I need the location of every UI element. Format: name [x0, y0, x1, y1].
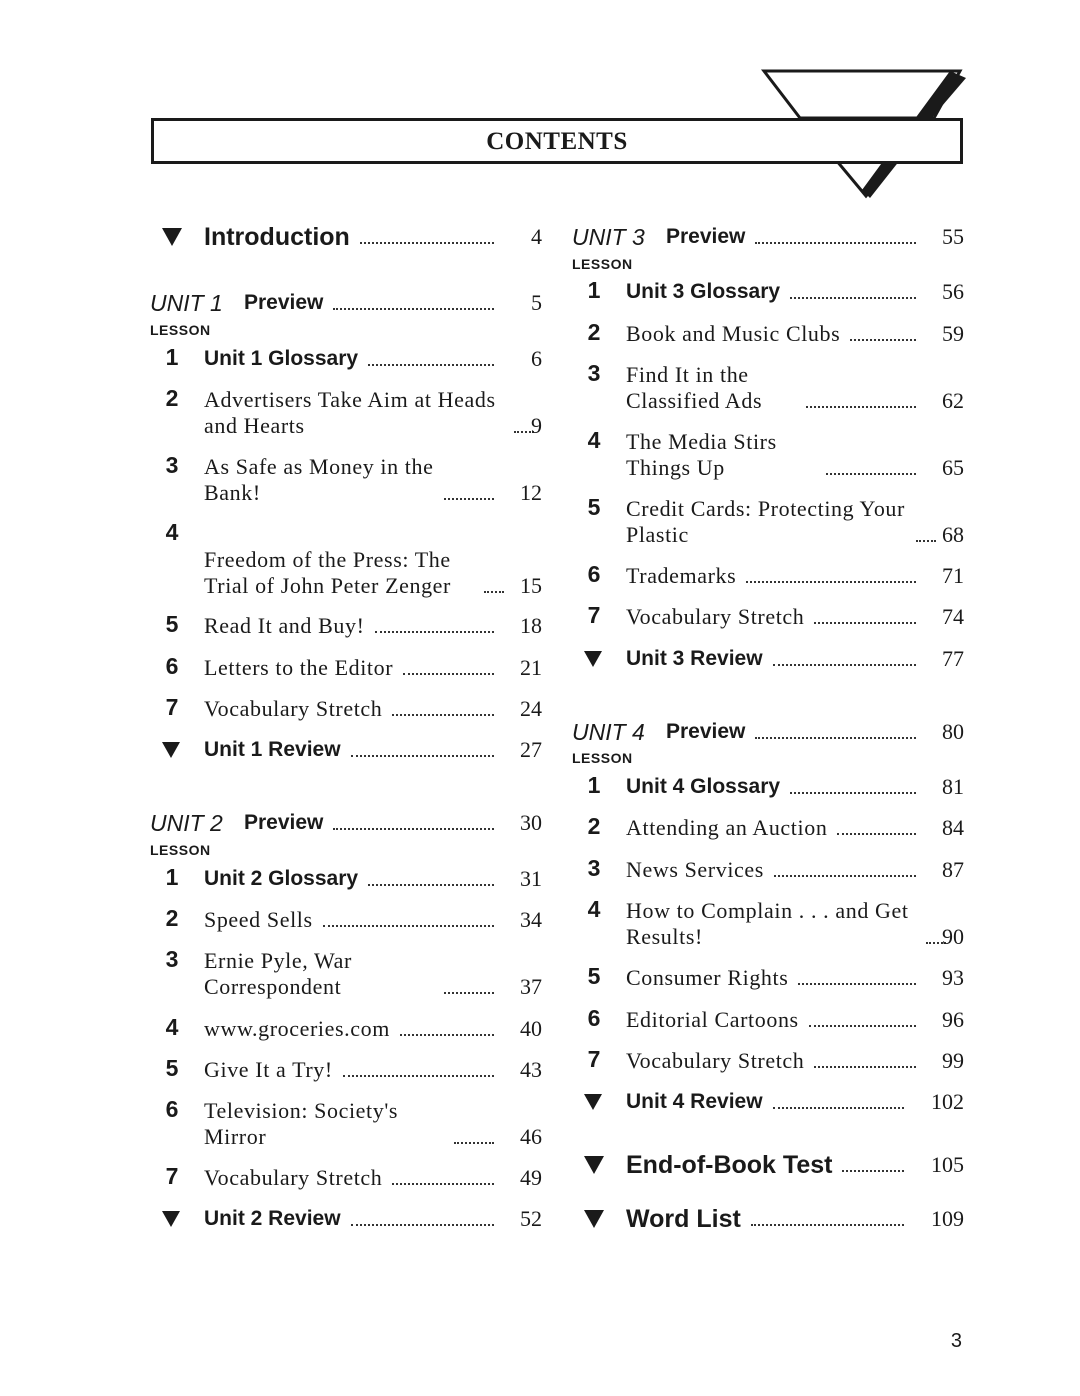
- dot-leader: [814, 1066, 916, 1068]
- dot-leader: [323, 925, 494, 927]
- lesson-number: 3: [587, 855, 601, 881]
- toc-entry-introduction[interactable]: [150, 220, 542, 250]
- unit-3-header: [572, 220, 964, 250]
- dot-leader: [392, 714, 494, 716]
- entry-title: Unit 2 Review: [204, 1207, 341, 1230]
- entry-page: 15: [520, 573, 542, 598]
- entry-title: Credit Cards: Protecting Your Plastic: [626, 496, 905, 547]
- entry-page: 34: [520, 907, 542, 932]
- lesson-number: 7: [587, 602, 601, 628]
- toc-entry[interactable]: [572, 961, 964, 991]
- toc-entry[interactable]: [572, 275, 964, 305]
- unit-label: UNIT 3: [572, 224, 645, 250]
- lesson-number: 3: [165, 946, 179, 972]
- entry-title: Unit 3 Glossary: [626, 280, 781, 303]
- dot-leader: [751, 1224, 904, 1226]
- lesson-number: 3: [165, 452, 179, 478]
- dot-leader: [814, 622, 916, 624]
- entry-title: Vocabulary Stretch: [626, 1048, 805, 1073]
- triangle-bullet-icon: [162, 1211, 180, 1227]
- lesson-number: 2: [587, 319, 601, 345]
- contents-banner: [151, 118, 963, 164]
- entry-title: www.groceries.com: [204, 1016, 390, 1041]
- dot-leader: [798, 983, 916, 985]
- entry-page: 80: [942, 719, 964, 744]
- dot-leader: [343, 1075, 494, 1077]
- dot-leader: [850, 339, 916, 341]
- entry-page: 77: [942, 646, 964, 671]
- toc-entry-unit-3-review[interactable]: [572, 642, 964, 672]
- entry-title: News Services: [626, 857, 764, 882]
- dot-leader: [826, 473, 916, 475]
- entry-title: Word List: [626, 1205, 741, 1233]
- toc-entry[interactable]: [572, 770, 964, 800]
- entry-page: 55: [942, 224, 964, 249]
- toc-entry[interactable]: [150, 609, 542, 639]
- toc-entry-word-list[interactable]: [572, 1202, 964, 1232]
- unit-label: UNIT 2: [150, 810, 223, 836]
- entry-title: Give It a Try!: [204, 1057, 333, 1082]
- lesson-number: 1: [165, 864, 179, 890]
- entry-page: 87: [942, 857, 964, 882]
- toc-entry[interactable]: [150, 517, 542, 599]
- toc-entry[interactable]: [150, 1012, 542, 1042]
- toc-entry[interactable]: [572, 1044, 964, 1074]
- dot-leader: [368, 364, 494, 366]
- entry-title: Vocabulary Stretch: [204, 1165, 383, 1190]
- toc-entry[interactable]: [572, 358, 964, 414]
- entry-title: Trademarks: [626, 563, 737, 588]
- toc-entry[interactable]: [572, 600, 964, 630]
- entry-page: 4: [531, 224, 542, 249]
- lesson-number: 6: [587, 1005, 601, 1031]
- entry-page: 65: [942, 455, 964, 480]
- lesson-number: 4: [165, 519, 179, 545]
- toc-entry-unit-2-preview[interactable]: [244, 810, 502, 836]
- lesson-number: 3: [587, 360, 601, 386]
- dot-leader: [333, 828, 494, 830]
- entry-title: End-of-Book Test: [626, 1151, 833, 1179]
- entry-title: Freedom of the Press: The Trial of John Peter Zenger: [204, 547, 451, 598]
- entry-title: Preview: [244, 811, 324, 834]
- triangle-bullet-icon: [162, 742, 180, 758]
- entry-page: 6: [531, 346, 542, 371]
- toc-entry[interactable]: [150, 383, 542, 439]
- entry-page: 12: [520, 480, 542, 505]
- lesson-label: LESSON: [572, 750, 633, 766]
- entry-page: 40: [520, 1016, 542, 1041]
- entry-page: 62: [942, 388, 964, 413]
- triangle-bullet-icon: [584, 1156, 604, 1174]
- entry-page: 96: [942, 1007, 964, 1032]
- lesson-label: LESSON: [150, 322, 211, 338]
- entry-title: Television: Society's Mirror: [204, 1098, 399, 1149]
- toc-entry[interactable]: [572, 1003, 964, 1033]
- unit-2-header: [150, 806, 542, 836]
- dot-leader: [454, 1142, 494, 1144]
- dot-leader: [392, 1183, 494, 1185]
- dot-leader: [746, 581, 916, 583]
- lesson-number: 5: [587, 494, 601, 520]
- dot-leader: [790, 297, 916, 299]
- entry-page: 109: [931, 1206, 964, 1231]
- unit-label: UNIT 1: [150, 290, 223, 316]
- dot-leader: [774, 875, 916, 877]
- entry-title: Preview: [666, 225, 746, 248]
- entry-page: 52: [520, 1206, 542, 1231]
- lesson-number: 4: [587, 427, 601, 453]
- lesson-number: 7: [587, 1046, 601, 1072]
- unit-1-header: [150, 286, 542, 316]
- entry-page: 46: [520, 1124, 542, 1149]
- toc-entry[interactable]: [572, 853, 964, 883]
- lesson-number: 2: [165, 385, 179, 411]
- dot-leader: [755, 737, 916, 739]
- unit-4-header: [572, 715, 964, 745]
- entry-page: 21: [520, 655, 542, 680]
- toc-entry[interactable]: [150, 862, 542, 892]
- toc-entry[interactable]: [150, 944, 542, 1000]
- dot-leader: [806, 406, 916, 408]
- toc-entry[interactable]: [150, 1053, 542, 1083]
- entry-page: 90: [942, 924, 964, 949]
- toc-entry[interactable]: [572, 317, 964, 347]
- entry-title: The Media Stirs Things Up: [626, 429, 777, 480]
- dot-leader: [403, 673, 494, 675]
- entry-title: As Safe as Money in the Bank!: [204, 454, 434, 505]
- entry-title: Editorial Cartoons: [626, 1007, 799, 1032]
- triangle-bullet-icon: [584, 1210, 604, 1228]
- lesson-number: 4: [587, 896, 601, 922]
- entry-page: 18: [520, 613, 542, 638]
- toc-entry[interactable]: [150, 1094, 542, 1150]
- dot-leader: [444, 992, 494, 994]
- lesson-number: 4: [165, 1014, 179, 1040]
- entry-page: 59: [942, 321, 964, 346]
- entry-title: Advertisers Take Aim at Heads and Hearts: [204, 387, 496, 438]
- toc-entry[interactable]: [150, 651, 542, 681]
- toc-entry[interactable]: [572, 492, 964, 548]
- entry-title: Attending an Auction: [626, 815, 828, 840]
- toc-entry-unit-2-review[interactable]: [150, 1202, 542, 1232]
- toc-entry[interactable]: [572, 811, 964, 841]
- entry-page: 71: [942, 563, 964, 588]
- entry-title: Unit 3 Review: [626, 647, 763, 670]
- entry-page: 102: [931, 1089, 964, 1114]
- entry-title: Unit 4 Review: [626, 1090, 763, 1113]
- entry-title: Vocabulary Stretch: [204, 696, 383, 721]
- entry-title: Consumer Rights: [626, 965, 789, 990]
- dot-leader: [400, 1034, 494, 1036]
- entry-title: Ernie Pyle, War Correspondent: [204, 948, 352, 999]
- unit-label: UNIT 4: [572, 719, 645, 745]
- toc-entry-end-of-book-test[interactable]: [572, 1148, 964, 1178]
- entry-title: Unit 1 Review: [204, 738, 341, 761]
- entry-page: 81: [942, 774, 964, 799]
- entry-page: 68: [942, 522, 964, 547]
- triangle-bullet-icon: [584, 1094, 602, 1110]
- entry-title: Letters to the Editor: [204, 655, 394, 680]
- entry-page: 5: [531, 290, 542, 315]
- dot-leader: [360, 242, 494, 244]
- toc-entry-unit-4-preview[interactable]: [666, 719, 924, 745]
- entry-title: Unit 2 Glossary: [204, 867, 359, 890]
- lesson-number: 7: [165, 694, 179, 720]
- lesson-number: 5: [165, 611, 179, 637]
- page-title: CONTENTS: [486, 128, 628, 155]
- entry-page: 24: [520, 696, 542, 721]
- lesson-label: LESSON: [150, 842, 211, 858]
- entry-page: 27: [520, 737, 542, 762]
- entry-title: How to Complain . . . and Get Results!: [626, 898, 909, 949]
- dot-leader: [368, 884, 494, 886]
- toc-entry[interactable]: [572, 559, 964, 589]
- toc-entry[interactable]: [572, 425, 964, 481]
- entry-title: Preview: [666, 720, 746, 743]
- dot-leader: [755, 242, 916, 244]
- entry-page: 43: [520, 1057, 542, 1082]
- entry-page: 56: [942, 279, 964, 304]
- triangle-bullet-icon: [584, 651, 602, 667]
- entry-title: Speed Sells: [204, 907, 313, 932]
- entry-page: 74: [942, 604, 964, 629]
- dot-leader: [333, 308, 494, 310]
- entry-title: Read It and Buy!: [204, 613, 365, 638]
- header-decoration: [0, 0, 1080, 220]
- triangle-bullet-icon: [162, 228, 182, 246]
- toc-entry-unit-1-preview[interactable]: [244, 290, 502, 316]
- page-number: 3: [950, 1330, 962, 1352]
- toc-entry[interactable]: [150, 450, 542, 506]
- entry-title: Vocabulary Stretch: [626, 604, 805, 629]
- toc-entry[interactable]: [572, 894, 964, 950]
- entry-page: 93: [942, 965, 964, 990]
- entry-page: 99: [942, 1048, 964, 1073]
- entry-title: Preview: [244, 291, 324, 314]
- toc-entry[interactable]: [150, 692, 542, 722]
- dot-leader: [351, 1224, 494, 1226]
- lesson-label: LESSON: [572, 256, 633, 272]
- dot-leader: [773, 664, 916, 666]
- lesson-number: 2: [587, 813, 601, 839]
- lesson-number: 1: [587, 277, 601, 303]
- toc-entry[interactable]: [150, 903, 542, 933]
- dot-leader: [444, 498, 494, 500]
- entry-title: Find It in the Classified Ads: [626, 362, 763, 413]
- toc-entry[interactable]: [150, 1161, 542, 1191]
- lesson-number: 7: [165, 1163, 179, 1189]
- toc-entry-unit-4-review[interactable]: [572, 1085, 964, 1115]
- entry-title: Book and Music Clubs: [626, 321, 841, 346]
- dot-leader: [790, 792, 916, 794]
- dot-leader: [842, 1170, 904, 1172]
- entry-page: 9: [531, 413, 542, 438]
- toc-entry-unit-3-preview[interactable]: [666, 224, 924, 250]
- dot-leader: [351, 755, 494, 757]
- entry-title: Introduction: [204, 223, 350, 251]
- toc-entry[interactable]: [150, 342, 542, 372]
- lesson-number: 6: [587, 561, 601, 587]
- entry-page: 30: [520, 810, 542, 835]
- entry-page: 37: [520, 974, 542, 999]
- dot-leader: [773, 1107, 904, 1109]
- dot-leader: [375, 631, 494, 633]
- lesson-number: 5: [587, 963, 601, 989]
- entry-title: Unit 4 Glossary: [626, 775, 781, 798]
- lesson-number: 1: [587, 772, 601, 798]
- lesson-number: 5: [165, 1055, 179, 1081]
- entry-page: 105: [931, 1152, 964, 1177]
- entry-page: 49: [520, 1165, 542, 1190]
- lesson-number: 1: [165, 344, 179, 370]
- toc-entry-unit-1-review[interactable]: [150, 733, 542, 763]
- lesson-number: 6: [165, 1096, 179, 1122]
- entry-page: 31: [520, 866, 542, 891]
- dot-leader: [809, 1025, 916, 1027]
- dot-leader: [837, 833, 916, 835]
- lesson-number: 6: [165, 653, 179, 679]
- entry-title: Unit 1 Glossary: [204, 347, 359, 370]
- lesson-number: 2: [165, 905, 179, 931]
- entry-page: 84: [942, 815, 964, 840]
- dot-leader: [484, 591, 504, 593]
